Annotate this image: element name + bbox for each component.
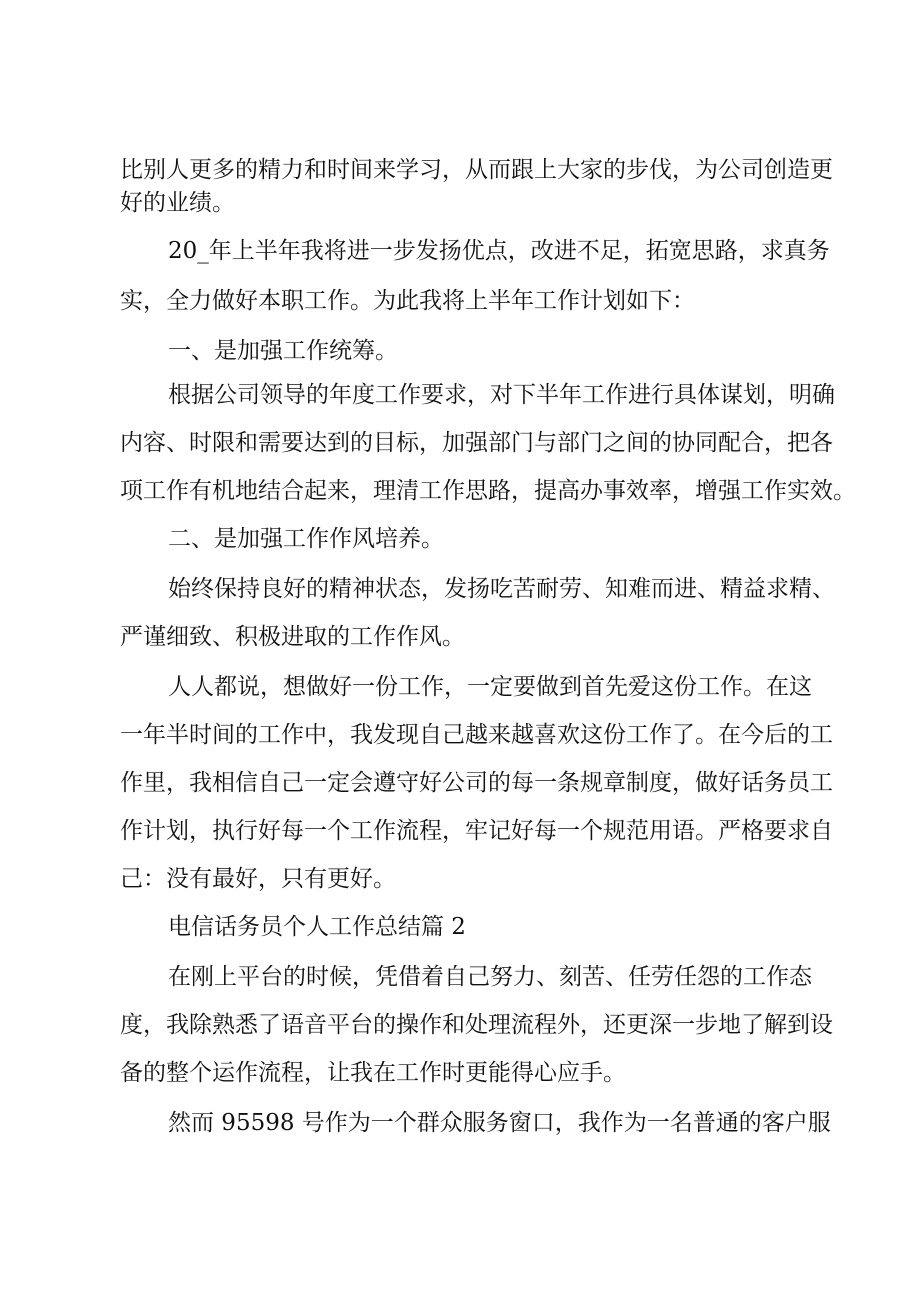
text-line: 一年半时间的工作中，我发现自己越来越喜欢这份工作了。在今后的工 [120,722,833,748]
section-title: 电信话务员个人工作总结篇 2 [168,914,466,940]
text-line: 人人都说，想做好一份工作，一定要做到首先爱这份工作。在这 [168,674,812,700]
section-heading: 一、是加强工作统筹。 [168,338,398,364]
text-line: 实，全力做好本职工作。为此我将上半年工作计划如下： [120,288,695,314]
section-heading: 二、是加强工作作风培养。 [168,526,444,552]
text-line: 20_年上半年我将进一步发扬优点，改进不足，拓宽思路，求真务 [168,238,830,264]
text-line: 作计划，执行好每一个工作流程，牢记好每一个规范用语。严格要求自 [120,818,833,844]
text-line: 度，我除熟悉了语音平台的操作和处理流程外，还更深一步地了解到设 [120,1012,833,1038]
text-line: 始终保持良好的精神状态，发扬吃苦耐劳、知难而进、精益求精、 [168,576,835,602]
text-line: 备的整个运作流程，让我在工作时更能得心应手。 [120,1060,626,1086]
text-line: 内容、时限和需要达到的目标，加强部门与部门之间的协同配合，把各 [120,430,833,456]
text-line: 在刚上平台的时候，凭借着自己努力、刻苦、任劳任怨的工作态 [168,964,812,990]
text-line: 严谨细致、积极进取的工作作风。 [120,624,465,650]
text-line: 根据公司领导的年度工作要求，对下半年工作进行具体谋划，明确 [168,382,835,408]
text-line: 作里，我相信自己一定会遵守好公司的每一条规章制度，做好话务员工 [120,770,833,796]
text-line: 然而 95598 号作为一个群众服务窗口，我作为一名普通的客户服 [168,1110,831,1136]
text-line: 比别人更多的精力和时间来学习，从而跟上大家的步伐，为公司创造更 [120,157,833,183]
text-line: 好的业绩。 [120,190,235,216]
text-line: 己：没有最好，只有更好。 [120,866,396,892]
text-line: 项工作有机地结合起来，理清工作思路，提高办事效率，增强工作实效。 [120,478,856,504]
